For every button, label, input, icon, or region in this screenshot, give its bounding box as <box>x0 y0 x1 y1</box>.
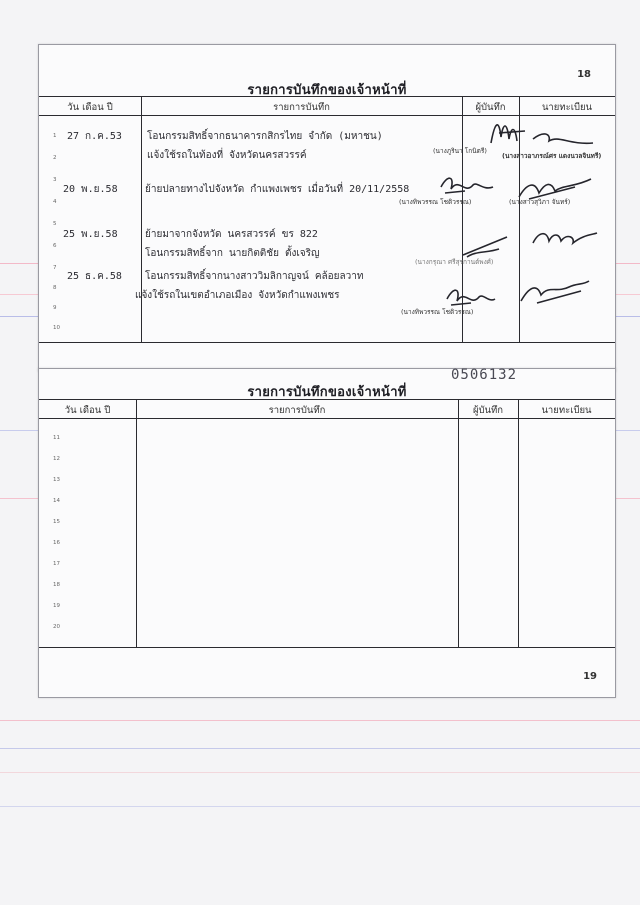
column-divider <box>136 399 137 647</box>
registrar-name: (นางสาวอาภรณ์ศร แดงนวลจินทรี) <box>502 152 602 160</box>
row-number: 2 <box>53 155 57 161</box>
column-divider <box>518 399 519 647</box>
entry-text: โอนกรรมสิทธิ์จาก นายกิตติชัย ตั้งเจริญ <box>145 248 320 259</box>
page-number: 19 <box>583 671 597 682</box>
entry-text: โอนกรรมสิทธิ์จากนางสาววิมลิกาญจน์ คล้อยลวาท <box>145 271 364 282</box>
column-divider <box>141 96 142 342</box>
row-number: 10 <box>53 325 60 331</box>
registry-page-19 <box>38 368 616 698</box>
entry-text: ย้ายปลายทางไปจังหวัด กำแพงเพชร เมื่อวันที่ 20/11/2558 <box>145 184 410 195</box>
header-registrar: นายทะเบียน <box>541 405 592 416</box>
registrar-signature <box>517 277 593 307</box>
row-number: 18 <box>53 582 60 588</box>
table-top-border <box>39 96 615 97</box>
scan-artifact-line <box>0 748 640 749</box>
registrar-signature <box>515 175 595 203</box>
recorder-signature <box>437 171 497 199</box>
entry-text: แจ้งใช้รถในท้องที่ จังหวัดนครสวรรค์ <box>147 150 307 161</box>
row-number: 20 <box>53 624 60 630</box>
serial-number: 0506132 <box>451 367 518 383</box>
table-top-border <box>39 399 615 400</box>
header-entry: รายการบันทึก <box>268 405 326 416</box>
recorder-name: (นางภูรินา โกนิตรี) <box>433 147 487 155</box>
row-number: 11 <box>53 435 60 441</box>
row-number: 6 <box>53 243 57 249</box>
header-date: วัน เดือน ปี <box>64 405 111 416</box>
registry-page-18 <box>38 44 616 372</box>
recorder-name: (นางกรุณา ศรีสุรกานต์พงศ์) <box>415 258 494 266</box>
page-title: รายการบันทึกของเจ้าหน้าที่ <box>247 385 407 400</box>
table-header-border <box>39 418 615 419</box>
entry-text: โอนกรรมสิทธิ์จากธนาคารกสิกรไทย จำกัด (มหาชน) <box>147 131 383 142</box>
entry-date: 27 ก.ค.53 <box>67 131 122 142</box>
page-title: รายการบันทึกของเจ้าหน้าที่ <box>247 83 407 98</box>
registrar-name: (นางสาวสุวิภา จันทร์) <box>509 198 571 206</box>
header-recorder: ผู้บันทึก <box>472 405 504 416</box>
table-bottom-border <box>39 647 615 648</box>
row-number: 4 <box>53 199 57 205</box>
entry-date: 25 พ.ย.58 <box>63 229 118 240</box>
row-number: 14 <box>53 498 60 504</box>
row-number: 15 <box>53 519 60 525</box>
recorder-name: (นางทิพวรรณ โชติวรรณ) <box>401 308 474 316</box>
table-bottom-border <box>39 342 615 343</box>
recorder-name: (นางทิพวรรณ โชติวรรณ) <box>399 198 472 206</box>
header-entry: รายการบันทึก <box>273 102 330 113</box>
row-number: 13 <box>53 477 60 483</box>
row-number: 9 <box>53 305 57 311</box>
page-number: 18 <box>577 69 591 80</box>
header-registrar: นายทะเบียน <box>541 102 593 113</box>
header-recorder: ผู้บันทึก <box>475 102 506 113</box>
recorder-signature <box>443 283 499 311</box>
row-number: 8 <box>53 285 57 291</box>
row-number: 17 <box>53 561 60 567</box>
row-number: 7 <box>53 265 57 271</box>
entry-text: ย้ายมาจากจังหวัด นครสวรรค์ ขร 822 <box>145 229 318 240</box>
header-date: วัน เดือน ปี <box>67 102 113 113</box>
registrar-signature <box>529 129 599 151</box>
row-number: 3 <box>53 177 57 183</box>
row-number: 5 <box>53 221 57 227</box>
row-number: 19 <box>53 603 60 609</box>
scan-artifact-line <box>0 720 640 721</box>
entry-date: 25 ธ.ค.58 <box>67 271 122 282</box>
registrar-signature <box>529 225 601 251</box>
entry-date: 20 พ.ย.58 <box>63 184 118 195</box>
column-divider <box>458 399 459 647</box>
entry-text: แจ้งใช้รถในเขตอำเภอเมือง จังหวัดกำแพงเพชร <box>135 290 340 301</box>
row-number: 1 <box>53 133 57 139</box>
recorder-signature <box>459 231 513 261</box>
row-number: 16 <box>53 540 60 546</box>
scan-artifact-line <box>0 772 640 773</box>
row-number: 12 <box>53 456 60 462</box>
scan-artifact-line <box>0 806 640 807</box>
